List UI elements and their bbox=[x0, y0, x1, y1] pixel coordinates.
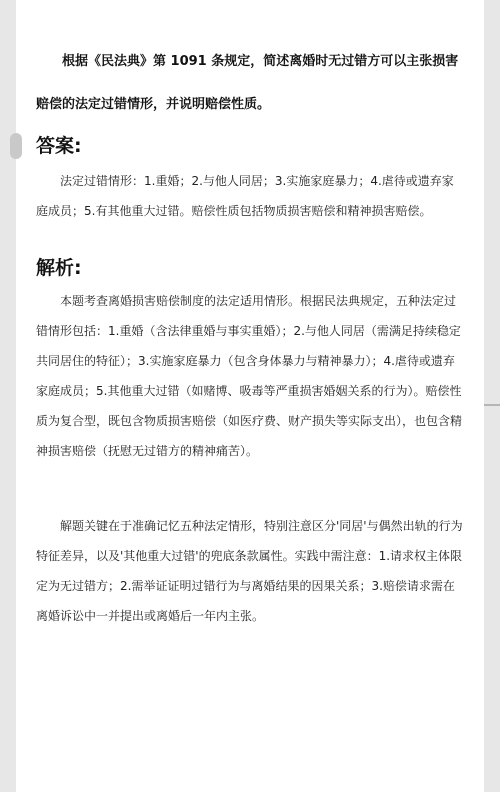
analysis-heading: 解析: bbox=[36, 257, 82, 279]
answer-heading: 答案: bbox=[36, 135, 82, 157]
document-page bbox=[16, 0, 484, 792]
analysis-paragraph-2: 解题关键在于准确记忆五种法定情形，特别注意区分'同居'与偶然出轨的行为特征差异，以及'其他重大过错'的兜底条款属性。实践中需注意：1.请求权主体限定为无过错方；2.需举证证明过错行为与离婚结果的因果关系；3.赔偿请求需在离婚诉讼中一并提出或离婚后一年内主张。 bbox=[36, 519, 463, 623]
edge-marker bbox=[484, 404, 500, 406]
scroll-handle[interactable] bbox=[10, 133, 22, 159]
question-text: 根据《民法典》第 1091 条规定，简述离婚时无过错方可以主张损害赔偿的法定过错情形，并说明赔偿性质。 bbox=[36, 54, 459, 112]
answer-text: 法定过错情形：1.重婚；2.与他人同居；3.实施家庭暴力；4.虐待或遗弃家庭成员；5.有其他重大过错。赔偿性质包括物质损害赔偿和精神损害赔偿。 bbox=[36, 174, 454, 218]
analysis-paragraph-1: 本题考查离婚损害赔偿制度的法定适用情形。根据民法典规定，五种法定过错情形包括：1.重婚（含法律重婚与事实重婚）；2.与他人同居（需满足持续稳定共同居住的特征）；3.实施家庭暴力（包含身体暴力与精神暴力）；4.虐待或遗弃家庭成员；5.其他重大过错（如赌博、吸毒等严重损害婚姻关系的行为）。赔偿性质为复合型，既包含物质损害赔偿（如医疗费、财产损失等实际支出），也包含精神损害赔偿（抚慰无过错方的精神痛苦）。 bbox=[36, 294, 463, 458]
